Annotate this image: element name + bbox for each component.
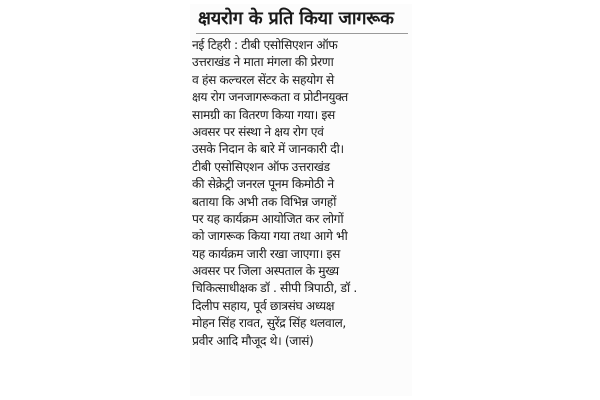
headline-divider <box>196 33 408 34</box>
body-line: सामग्री का वितरण किया गया। इस <box>192 107 335 122</box>
body-line: पर यह कार्यक्रम आयोजित कर लोगों <box>192 211 344 226</box>
body-line: व हंस कल्चरल सेंटर के सहयोग से <box>192 72 334 87</box>
body-line: उत्तराखंड ने माता मंगला की प्रेरणा <box>192 55 334 70</box>
body-line: की सेक्रेट्री जनरल पूनम किमोठी ने <box>192 177 334 192</box>
body-line: मोहन सिंह रावत, सुरेंद्र सिंह थलवाल, <box>192 316 346 331</box>
headline: क्षयरोग के प्रति किया जागरूक <box>198 8 394 29</box>
body-line: उसके निदान के बारे में जानकारी दी। <box>192 142 344 157</box>
body-line: यह कार्यक्रम जारी रखा जाएगा। इस <box>192 246 341 261</box>
body-line: प्रवीर आदि मौजूद थे। (जासं) <box>192 333 314 348</box>
body-line: क्षय रोग जनजागरूकता व प्रोटीनयुक्त <box>192 90 348 105</box>
body-line: नई टिहरी : टीबी एसोसिएशन ऑफ <box>192 38 338 52</box>
body-line: अवसर पर संस्था ने क्षय रोग एवं <box>192 124 324 139</box>
body-line: टीबी एसोसिएशन ऑफ उत्तराखंड <box>192 159 330 174</box>
body-line: बताया कि अभी तक विभिन्न जगहों <box>192 194 337 209</box>
news-clipping <box>190 4 412 396</box>
body-line: दिलीप सहाय, पूर्व छात्रसंघ अध्यक्ष <box>192 298 335 313</box>
body-line: चिकित्साधीक्षक डॉ . सीपी त्रिपाठी, डॉ . <box>192 281 357 296</box>
body-line: को जागरूक किया गया तथा आगे भी <box>192 229 348 244</box>
article-body <box>190 37 412 350</box>
body-line: अवसर पर जिला अस्पताल के मुख्य <box>192 264 339 279</box>
